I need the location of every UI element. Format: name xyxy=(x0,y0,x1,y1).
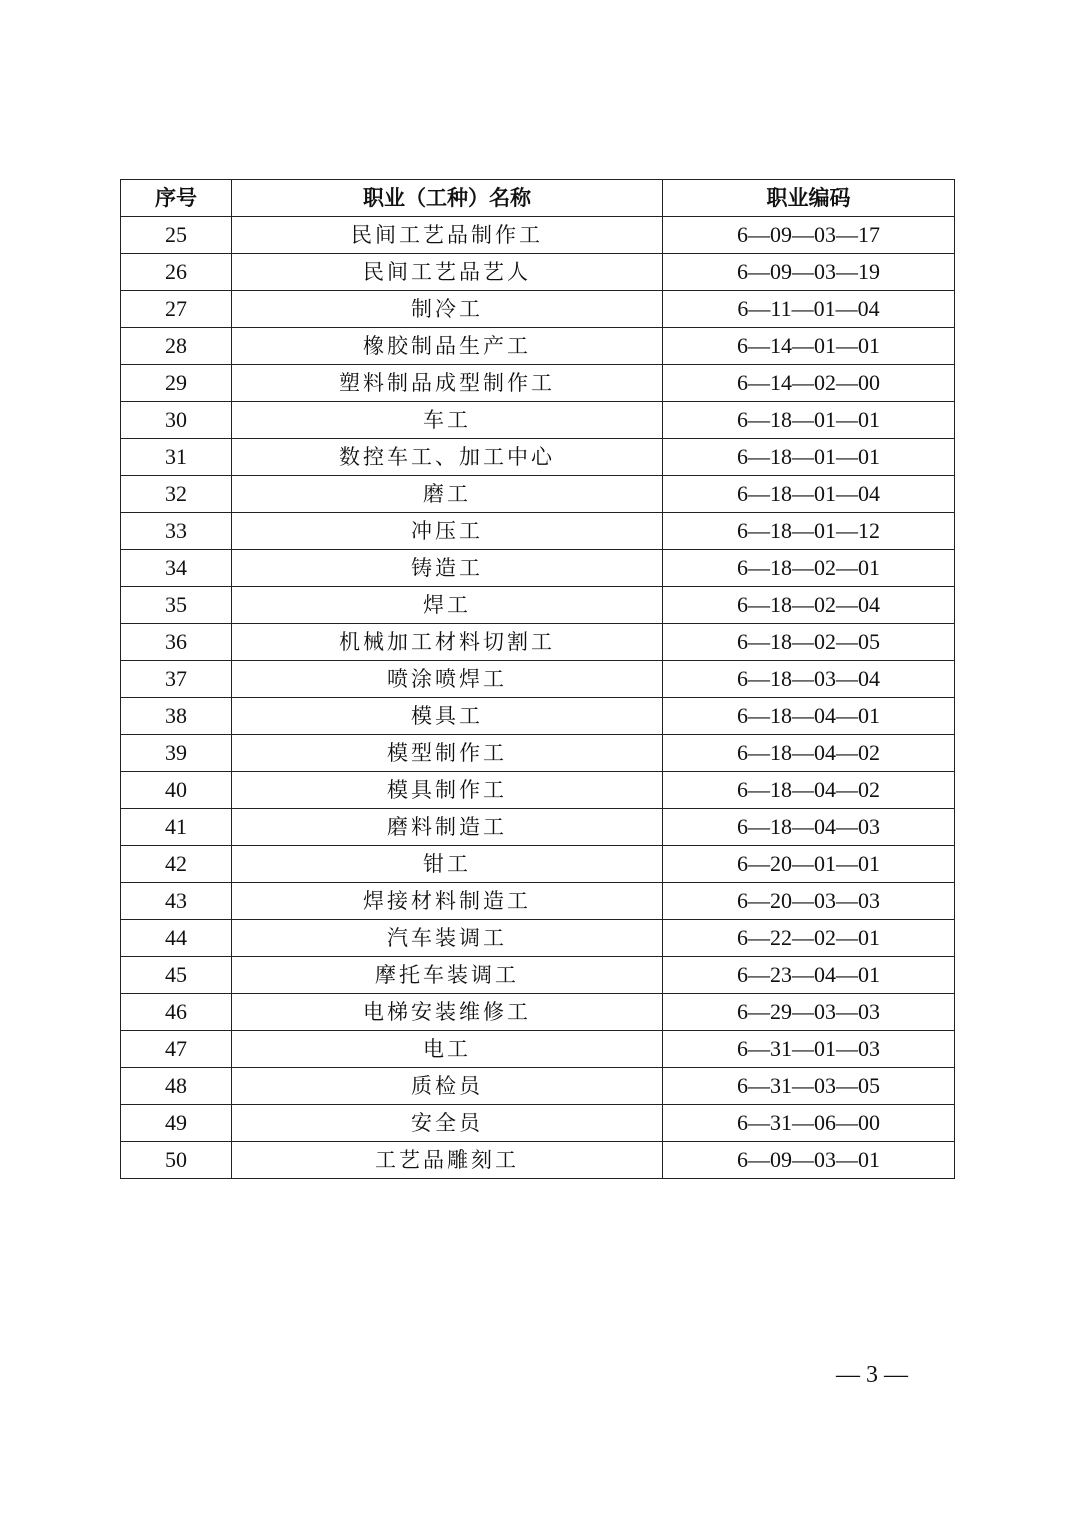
seq-cell: 26 xyxy=(121,254,232,291)
table-row xyxy=(121,624,955,661)
table-row xyxy=(121,957,955,994)
seq-cell: 41 xyxy=(121,809,232,846)
occupation-name-cell: 焊接材料制造工 xyxy=(232,883,663,920)
seq-cell: 40 xyxy=(121,772,232,809)
table-row xyxy=(121,550,955,587)
table-row xyxy=(121,1031,955,1068)
seq-cell: 30 xyxy=(121,402,232,439)
occupation-code-cell: 6—18—03—04 xyxy=(663,661,955,698)
occupation-name-cell: 模型制作工 xyxy=(232,735,663,772)
page-number: — 3 — xyxy=(836,1362,908,1388)
seq-cell: 38 xyxy=(121,698,232,735)
occupation-code-cell: 6—20—03—03 xyxy=(663,883,955,920)
seq-cell: 44 xyxy=(121,920,232,957)
table-row xyxy=(121,328,955,365)
seq-cell: 34 xyxy=(121,550,232,587)
table-row xyxy=(121,291,955,328)
occupation-code-cell: 6—18—04—02 xyxy=(663,735,955,772)
header-occupation-name: 职业（工种）名称 xyxy=(232,180,663,217)
occupation-code-cell: 6—18—01—04 xyxy=(663,476,955,513)
occupation-code-cell: 6—31—01—03 xyxy=(663,1031,955,1068)
occupation-code-cell: 6—09—03—19 xyxy=(663,254,955,291)
table-row xyxy=(121,439,955,476)
seq-cell: 49 xyxy=(121,1105,232,1142)
table-row xyxy=(121,846,955,883)
table-row xyxy=(121,809,955,846)
table-row xyxy=(121,513,955,550)
occupation-code-cell: 6—31—06—00 xyxy=(663,1105,955,1142)
seq-cell: 29 xyxy=(121,365,232,402)
seq-cell: 36 xyxy=(121,624,232,661)
occupation-name-cell: 质检员 xyxy=(232,1068,663,1105)
header-occupation-code: 职业编码 xyxy=(663,180,955,217)
occupation-code-cell: 6—14—01—01 xyxy=(663,328,955,365)
seq-cell: 42 xyxy=(121,846,232,883)
occupation-code-cell: 6—18—01—01 xyxy=(663,402,955,439)
occupation-name-cell: 民间工艺品艺人 xyxy=(232,254,663,291)
occupation-name-cell: 塑料制品成型制作工 xyxy=(232,365,663,402)
seq-cell: 45 xyxy=(121,957,232,994)
table-row xyxy=(121,661,955,698)
occupation-name-cell: 电梯安装维修工 xyxy=(232,994,663,1031)
occupation-name-cell: 机械加工材料切割工 xyxy=(232,624,663,661)
table-row xyxy=(121,920,955,957)
seq-cell: 35 xyxy=(121,587,232,624)
occupation-name-cell: 制冷工 xyxy=(232,291,663,328)
header-seq: 序号 xyxy=(121,180,232,217)
table-row xyxy=(121,1142,955,1179)
occupation-name-cell: 车工 xyxy=(232,402,663,439)
occupation-code-cell: 6—18—02—01 xyxy=(663,550,955,587)
seq-cell: 33 xyxy=(121,513,232,550)
table-row xyxy=(121,476,955,513)
seq-cell: 37 xyxy=(121,661,232,698)
seq-cell: 48 xyxy=(121,1068,232,1105)
occupation-code-cell: 6—09—03—01 xyxy=(663,1142,955,1179)
occupation-code-cell: 6—14—02—00 xyxy=(663,365,955,402)
table-row xyxy=(121,1105,955,1142)
occupation-name-cell: 模具制作工 xyxy=(232,772,663,809)
seq-cell: 46 xyxy=(121,994,232,1031)
seq-cell: 39 xyxy=(121,735,232,772)
table-row xyxy=(121,1068,955,1105)
occupation-code-cell: 6—31—03—05 xyxy=(663,1068,955,1105)
occupation-code-cell: 6—18—02—05 xyxy=(663,624,955,661)
seq-cell: 47 xyxy=(121,1031,232,1068)
occupation-code-cell: 6—18—04—01 xyxy=(663,698,955,735)
table-row xyxy=(121,772,955,809)
seq-cell: 43 xyxy=(121,883,232,920)
table-body xyxy=(121,217,955,1179)
occupation-name-cell: 橡胶制品生产工 xyxy=(232,328,663,365)
occupation-name-cell: 焊工 xyxy=(232,587,663,624)
occupation-name-cell: 安全员 xyxy=(232,1105,663,1142)
table-row xyxy=(121,883,955,920)
seq-cell: 27 xyxy=(121,291,232,328)
occupation-code-cell: 6—18—01—01 xyxy=(663,439,955,476)
occupation-code-cell: 6—18—02—04 xyxy=(663,587,955,624)
occupation-code-cell: 6—11—01—04 xyxy=(663,291,955,328)
occupation-name-cell: 摩托车装调工 xyxy=(232,957,663,994)
occupation-name-cell: 磨料制造工 xyxy=(232,809,663,846)
occupation-name-cell: 民间工艺品制作工 xyxy=(232,217,663,254)
occupation-code-cell: 6—23—04—01 xyxy=(663,957,955,994)
occupation-name-cell: 电工 xyxy=(232,1031,663,1068)
occupation-table xyxy=(120,179,955,1179)
occupation-code-cell: 6—29—03—03 xyxy=(663,994,955,1031)
occupation-code-cell: 6—18—04—02 xyxy=(663,772,955,809)
occupation-code-cell: 6—22—02—01 xyxy=(663,920,955,957)
seq-cell: 32 xyxy=(121,476,232,513)
table-header-row xyxy=(121,180,955,217)
seq-cell: 50 xyxy=(121,1142,232,1179)
occupation-name-cell: 汽车装调工 xyxy=(232,920,663,957)
occupation-code-cell: 6—20—01—01 xyxy=(663,846,955,883)
occupation-code-cell: 6—09—03—17 xyxy=(663,217,955,254)
occupation-code-cell: 6—18—04—03 xyxy=(663,809,955,846)
table-row xyxy=(121,698,955,735)
table-row xyxy=(121,217,955,254)
occupation-name-cell: 数控车工、加工中心 xyxy=(232,439,663,476)
occupation-name-cell: 磨工 xyxy=(232,476,663,513)
occupation-name-cell: 冲压工 xyxy=(232,513,663,550)
seq-cell: 28 xyxy=(121,328,232,365)
occupation-name-cell: 钳工 xyxy=(232,846,663,883)
occupation-name-cell: 喷涂喷焊工 xyxy=(232,661,663,698)
table-row xyxy=(121,587,955,624)
occupation-name-cell: 工艺品雕刻工 xyxy=(232,1142,663,1179)
occupation-name-cell: 铸造工 xyxy=(232,550,663,587)
table-row xyxy=(121,254,955,291)
table-row xyxy=(121,402,955,439)
seq-cell: 31 xyxy=(121,439,232,476)
table-row xyxy=(121,365,955,402)
occupation-name-cell: 模具工 xyxy=(232,698,663,735)
occupation-code-cell: 6—18—01—12 xyxy=(663,513,955,550)
seq-cell: 25 xyxy=(121,217,232,254)
table-row xyxy=(121,735,955,772)
table-row xyxy=(121,994,955,1031)
